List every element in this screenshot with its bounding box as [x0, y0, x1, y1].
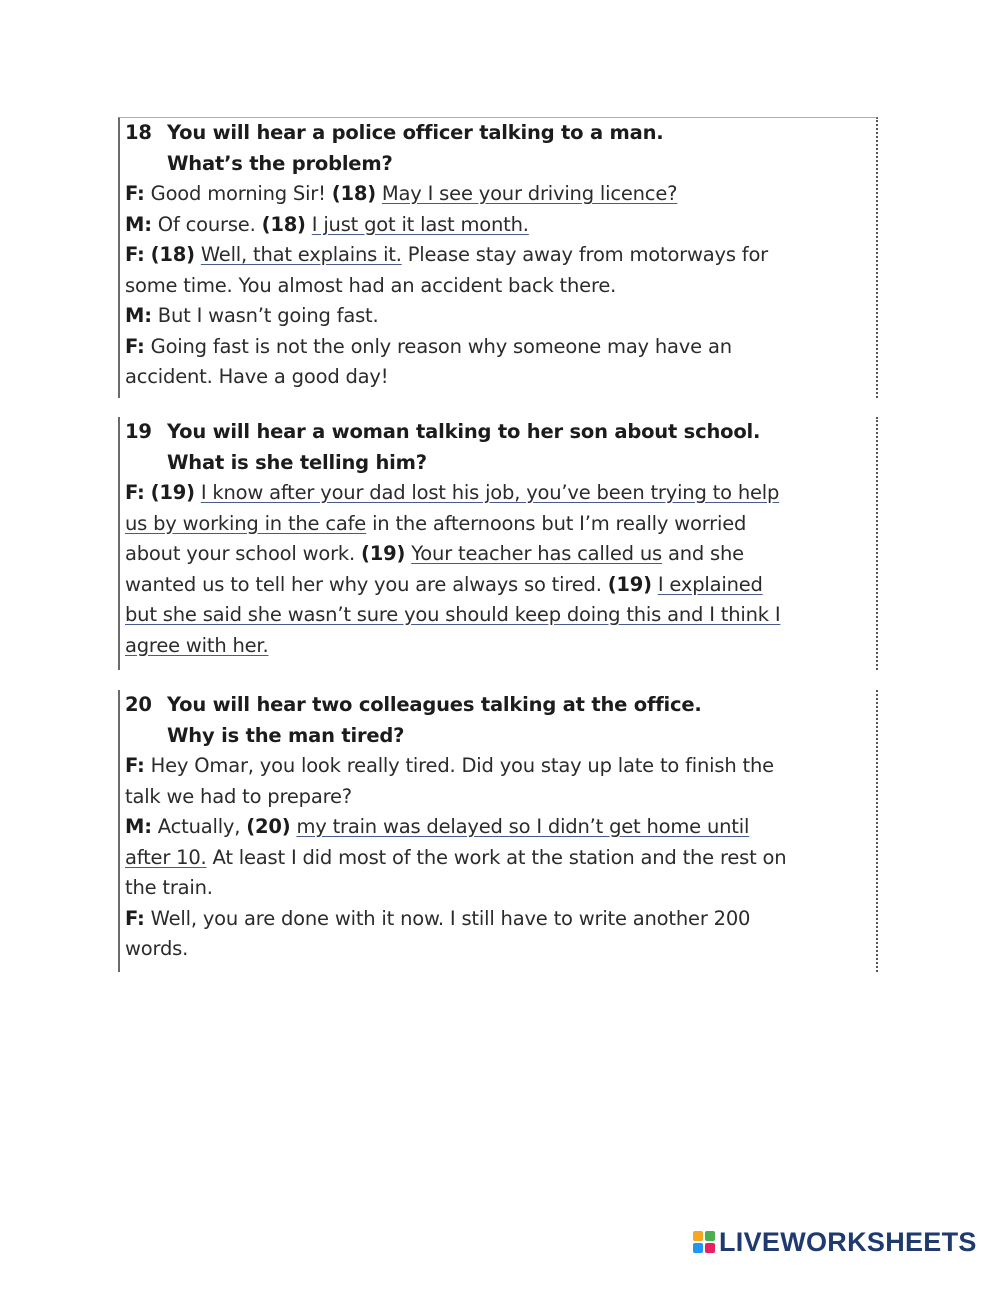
dialogue-text: the train. [125, 876, 213, 899]
question-reference: (20) [246, 815, 291, 838]
question-heading: 20 You will hear two colleagues talking at the office. [125, 693, 702, 716]
transcript-line [125, 812, 876, 843]
transcript-line [125, 179, 876, 210]
transcript-line [125, 210, 876, 241]
answer-underlined: but she said she wasn’t sure you should keep doing this and I think I [125, 603, 781, 626]
logo-square [705, 1231, 715, 1241]
dialogue-text: wanted us to tell her why you are always so tired. [125, 572, 608, 596]
speaker-label: F: [125, 243, 145, 266]
question-heading: 18 You will hear a police officer talking to a man. [125, 121, 664, 144]
transcript-line [125, 539, 876, 570]
logo-square [693, 1231, 703, 1241]
answer-underlined: I explained [657, 572, 763, 596]
transcript-line [125, 362, 876, 393]
answer-underlined: agree with her. [125, 633, 269, 657]
dialogue-text: words. [125, 937, 189, 960]
transcript-line [125, 782, 876, 813]
transcript-line [125, 570, 876, 601]
question-reference: (18) [150, 243, 195, 266]
question-18-section [118, 117, 878, 398]
question-reference: (19) [150, 481, 195, 504]
transcript-line [125, 751, 876, 782]
speaker-label: M: [125, 212, 152, 236]
question-20-section [118, 690, 878, 972]
question-19-section [118, 417, 878, 670]
answer-underlined: May I see your driving licence? [381, 182, 678, 205]
dialogue-text: Well, you are done with it now. I still have to write another 200 [144, 906, 751, 930]
question-text: What is she telling him? [167, 450, 427, 474]
dialogue-text: and she [661, 542, 744, 565]
transcript [125, 179, 876, 393]
transcript-line [125, 631, 876, 662]
dialogue-text: Please stay away from motorways for [401, 243, 768, 266]
answer-underlined: I know after your dad lost his job, you’ve been trying to help [200, 481, 780, 504]
question-reference: (19) [361, 542, 406, 565]
logo-text: LIVEWORKSHEETS [719, 1226, 977, 1257]
dialogue-text: Actually, [151, 815, 247, 838]
speaker-label: F: [125, 754, 145, 777]
question-reference: (18) [261, 212, 306, 236]
speaker-label: M: [125, 304, 152, 327]
dialogue-text: about your school work. [125, 542, 362, 565]
speaker-label: F: [125, 334, 145, 358]
dialogue-text: Hey Omar, you look really tired. Did you stay up late to finish the [144, 754, 774, 777]
transcript-line [125, 301, 876, 332]
dialogue-text: in the afternoons but I’m really worried [366, 511, 747, 535]
logo-icon [693, 1231, 715, 1253]
question-text: Why is the man tired? [167, 723, 405, 747]
liveworksheets-logo [693, 1227, 977, 1257]
speaker-label: F: [125, 906, 145, 930]
question-reference: (18) [331, 182, 376, 205]
dialogue-text: some time. You almost had an accident back there. [125, 273, 617, 297]
transcript-line [125, 271, 876, 302]
question-text: What’s the problem? [167, 151, 393, 175]
answer-underlined: Your teacher has called us [411, 542, 662, 565]
answer-underlined: us by working in the cafe [125, 511, 367, 535]
transcript-line [125, 478, 876, 509]
transcript-line [125, 843, 876, 874]
answer-underlined: after 10. [125, 845, 207, 869]
transcript-line [125, 904, 876, 935]
dialogue-text: talk we had to prepare? [125, 784, 352, 808]
transcript-line [125, 509, 876, 540]
speaker-label: F: [125, 182, 145, 205]
dialogue-text: But I wasn’t going fast. [151, 304, 379, 327]
speaker-label: F: [125, 481, 145, 504]
transcript-line [125, 873, 876, 904]
speaker-label: M: [125, 815, 152, 838]
transcript [125, 478, 876, 661]
transcript-line [125, 332, 876, 363]
logo-square [693, 1243, 703, 1253]
dialogue-text: At least I did most of the work at the station and the rest on [206, 845, 787, 869]
answer-underlined: I just got it last month. [311, 212, 529, 236]
transcript-line [125, 240, 876, 271]
dialogue-text: accident. Have a good day! [125, 365, 389, 388]
transcript-line [125, 934, 876, 965]
question-heading: 19 You will hear a woman talking to her son about school. [125, 420, 761, 443]
dialogue-text: Good morning Sir! [144, 182, 332, 205]
answer-underlined: Well, that explains it. [200, 243, 402, 266]
transcript-line [125, 600, 876, 631]
logo-square [705, 1243, 715, 1253]
dialogue-text: Going fast is not the only reason why someone may have an [144, 334, 732, 358]
transcript [125, 751, 876, 965]
answer-underlined: my train was delayed so I didn’t get home until [296, 815, 750, 838]
dialogue-text: Of course. [151, 212, 262, 236]
question-reference: (19) [607, 572, 652, 596]
